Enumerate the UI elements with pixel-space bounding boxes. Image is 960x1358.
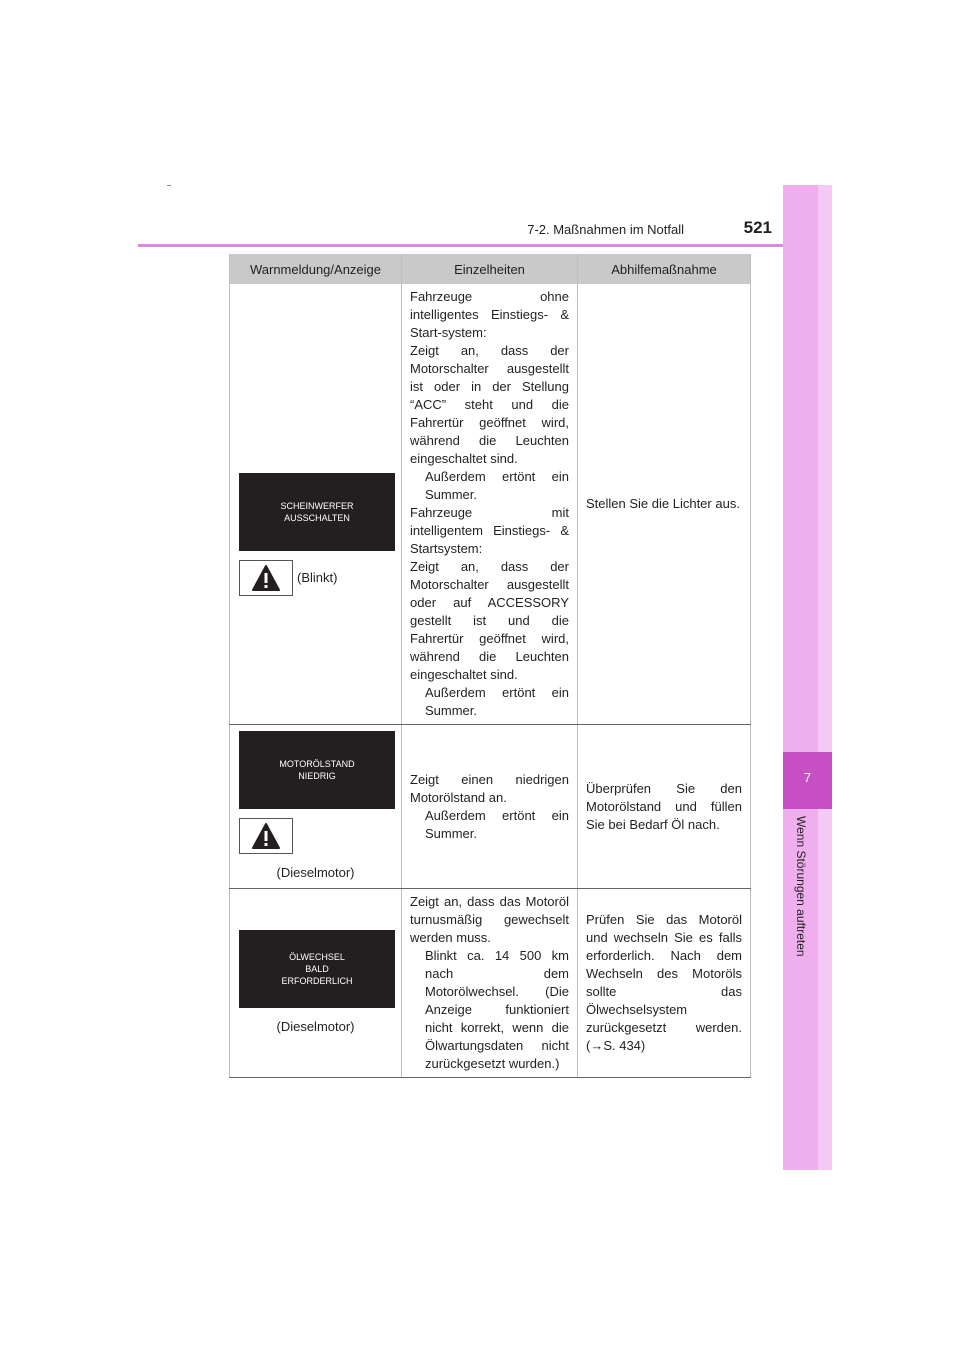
table-row (230, 889, 751, 1078)
detail-text: Zeigt an, dass der Motorschalter ausgestellt oder auf ACCESSORY gestellt ist und die Fahrertür geöffnet wird, während die Leuchten eingeschaltet sind. (410, 559, 569, 682)
warning-triangle-icon (239, 560, 293, 596)
blink-label: (Blinkt) (297, 569, 338, 585)
column-header: Einzelheiten (402, 254, 578, 284)
display-line: BALD (305, 964, 329, 974)
header-rule (138, 244, 830, 247)
details-cell (402, 284, 578, 725)
engine-caption: (Dieselmotor) (276, 1019, 355, 1034)
detail-text: Zeigt an, dass der Motorschalter ausgestellt ist oder in der Stellung “ACC” steht und die Fahrertür geöffnet wird, während die Leuchten eingeschaltet sind. (410, 343, 569, 466)
display-line: ERFORDERLICH (281, 976, 353, 986)
detail-text: Zeigt an, dass das Motoröl turnusmäßig gewechselt werden muss. (410, 894, 569, 945)
page-number: 521 (743, 218, 772, 237)
display-message (239, 731, 395, 809)
column-header: Abhilfemaßnahme (578, 254, 751, 284)
detail-text: Fahrzeuge mit intelligentem Einstiegs- & Startsystem: (410, 505, 569, 556)
details-cell (402, 889, 578, 1078)
remedy-cell: Stellen Sie die Lichter aus. (578, 284, 751, 725)
detail-note: Außerdem ertönt ein Summer. (425, 685, 569, 718)
corner-mark (167, 185, 171, 186)
remedy-cell: Prüfen Sie das Motoröl und wechseln Sie es falls erforderlich. Nach dem Wechseln des Motoröls sollte das Ölwechselsystem zurückgesetzt werden. (→S. 434) (578, 889, 751, 1078)
display-message (239, 930, 395, 1008)
table-header-row (230, 254, 751, 284)
display-line: NIEDRIG (298, 771, 336, 781)
remedy-cell: Überprüfen Sie den Motorölstand und füllen Sie bei Bedarf Öl nach. (578, 725, 751, 889)
warning-display-cell (230, 889, 402, 1078)
chapter-number: 7 (803, 770, 812, 785)
warning-display-cell (230, 284, 402, 725)
chapter-number-badge (783, 752, 832, 809)
chapter-title: Wenn Störungen auftreten (794, 816, 808, 957)
table-row (230, 725, 751, 889)
display-message (239, 473, 395, 551)
detail-text: Fahrzeuge ohne intelligentes Einstiegs- & Start-system: (410, 289, 569, 340)
section-title: 7-2. Maßnahmen im Notfall (527, 222, 684, 237)
warning-table (229, 254, 751, 1078)
detail-note: Blinkt ca. 14 500 km nach dem Motorölwechsel. (Die Anzeige funktioniert nicht korrekt, wenn die Ölwartungsdaten nicht zurückgesetzt wurden.) (425, 948, 569, 1071)
warning-display-cell (230, 725, 402, 889)
detail-text: Zeigt einen niedrigen Motorölstand an. (410, 771, 569, 805)
display-line: ÖLWECHSEL (289, 952, 345, 962)
detail-note: Außerdem ertönt ein Summer. (425, 807, 569, 841)
display-line: AUSSCHALTEN (284, 512, 350, 523)
column-header: Warnmeldung/Anzeige (230, 254, 402, 284)
display-line: SCHEINWERFER (280, 500, 354, 511)
details-cell (402, 725, 578, 889)
engine-caption: (Dieselmotor) (276, 865, 355, 880)
table-row (230, 284, 751, 725)
chapter-side-edge (818, 185, 832, 1170)
detail-note: Außerdem ertönt ein Summer. (425, 469, 569, 502)
warning-triangle-icon (239, 818, 293, 854)
display-line: MOTORÖLSTAND (279, 759, 355, 769)
